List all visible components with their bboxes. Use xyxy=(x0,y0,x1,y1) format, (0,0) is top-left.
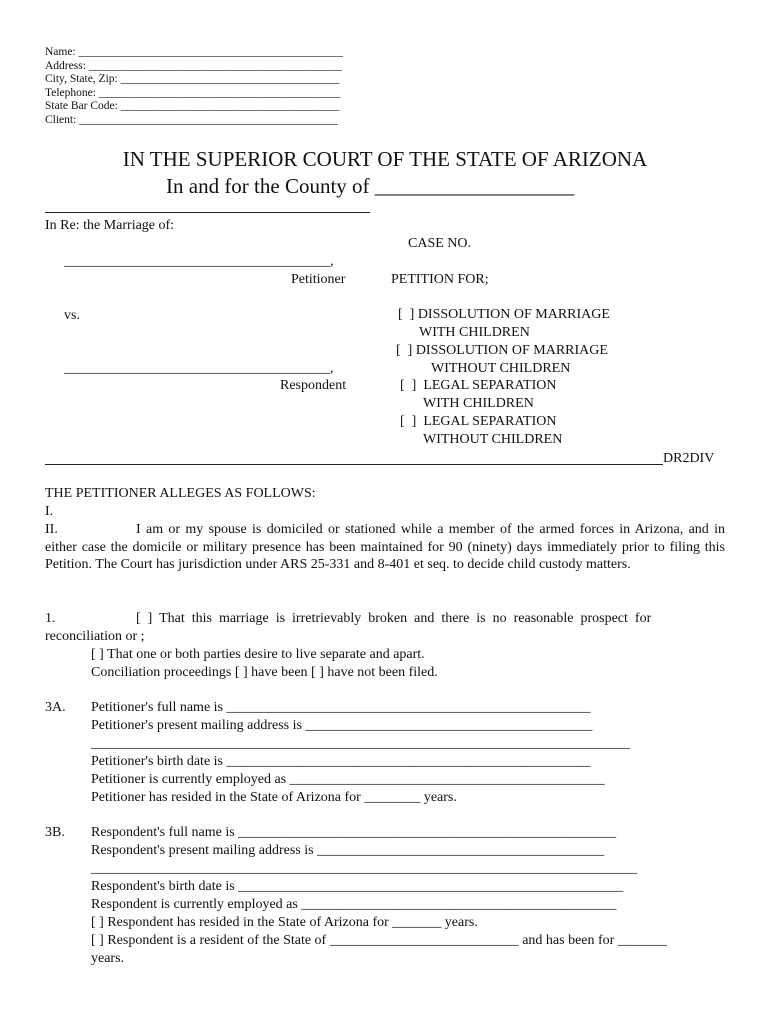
jurisdiction-paragraph: I am or my spouse is domiciled or stationed while a member of the armed forces in Arizona, and in either case the domicile or military presence has been maintained for 90 (ninety) days immediately prior to filing this Petition. The Court has jurisdiction under ARS 25-331 and 8-401 et seq. to decide child custody matters. xyxy=(45,522,725,573)
in-re-label: In Re: the Marriage of: xyxy=(45,218,175,233)
respondent-mailing-address-field: Respondent's present mailing address is _________________________________________ xyxy=(91,843,605,858)
section-3b-number: 3B. xyxy=(45,825,65,840)
case-number-label: CASE NO. xyxy=(408,236,472,251)
reconciliation-text: reconciliation or ; xyxy=(45,629,145,644)
section-1-number: I. xyxy=(45,504,54,519)
option-legal-separation-without-children-sub: WITHOUT CHILDREN xyxy=(423,432,563,447)
respondent-address-continuation: ______________________________________________________________________________ xyxy=(91,861,637,876)
caption-top-rule xyxy=(45,212,370,213)
attorney-telephone-field: Telephone: __________________________________________ xyxy=(45,86,341,99)
petitioner-name-line: ______________________________________, xyxy=(64,254,334,269)
irretrievably-broken-option: [ ] That this marriage is irretrievably broken and there is no reasonable prospect for xyxy=(136,611,652,626)
county-line: In and for the County of ___________________ xyxy=(166,174,575,198)
caption-bottom-rule xyxy=(45,464,663,465)
versus-label: vs. xyxy=(64,308,80,323)
petition-for-label: PETITION FOR; xyxy=(391,272,489,287)
petitioner-mailing-address-field: Petitioner's present mailing address is _________________________________________ xyxy=(91,718,593,733)
option-legal-separation-without-children: [ ] LEGAL SEPARATION xyxy=(400,414,557,429)
option-dissolution-without-children: [ ] DISSOLUTION OF MARRIAGE xyxy=(396,343,608,358)
option-dissolution-with-children-sub: WITH CHILDREN xyxy=(419,324,530,340)
option-legal-separation-with-children: [ ] LEGAL SEPARATION xyxy=(400,378,557,393)
respondent-arizona-residency-option: [ ] Respondent has resided in the State of Arizona for _______ years. xyxy=(91,915,478,930)
petitioner-employment-field: Petitioner is currently employed as _____________________________________________ xyxy=(91,772,605,787)
attorney-name-field: Name: ______________________________________________ xyxy=(45,46,344,58)
conciliation-proceedings-option: Conciliation proceedings [ ] have been [ ] have not been filed. xyxy=(91,665,438,680)
petitioner-address-continuation: _____________________________________________________________________________ xyxy=(91,736,630,751)
attorney-bar-code-field: State Bar Code: ______________________________________ xyxy=(45,100,340,112)
respondent-name-line: ______________________________________, xyxy=(64,360,334,376)
option-dissolution-with-children: [ ] DISSOLUTION OF MARRIAGE xyxy=(398,307,610,322)
option-legal-separation-with-children-sub: WITH CHILDREN xyxy=(423,396,534,411)
paragraph-1-number: 1. xyxy=(45,611,56,626)
attorney-client-field: Client: _____________________________________________ xyxy=(45,113,338,126)
section-2-number: II. xyxy=(45,522,58,537)
respondent-label: Respondent xyxy=(280,378,347,393)
petitioner-label: Petitioner xyxy=(291,272,346,287)
form-code: DR2DIV xyxy=(663,451,715,466)
respondent-employment-field: Respondent is currently employed as _____________________________________________ xyxy=(91,897,617,912)
respondent-full-name-field: Respondent's full name is ______________________________________________________ xyxy=(91,825,617,840)
option-dissolution-without-children-sub: WITHOUT CHILDREN xyxy=(431,360,571,376)
attorney-address-field: Address: ____________________________________________ xyxy=(45,59,342,72)
court-title: IN THE SUPERIOR COURT OF THE STATE OF ARIZONA xyxy=(122,147,648,171)
respondent-other-state-residency-option: [ ] Respondent is a resident of the State of ___________________________ and has been for _______ xyxy=(91,933,667,948)
alleges-heading: THE PETITIONER ALLEGES AS FOLLOWS: xyxy=(45,486,316,501)
section-3a-number: 3A. xyxy=(45,700,66,715)
attorney-city-field: City, State, Zip: ______________________________________ xyxy=(45,73,340,85)
respondent-residency-years-text: years. xyxy=(91,951,125,966)
petitioner-full-name-field: Petitioner's full name is ____________________________________________________ xyxy=(91,700,591,715)
petitioner-residency-field: Petitioner has resided in the State of Arizona for ________ years. xyxy=(91,790,457,805)
petitioner-birth-date-field: Petitioner's birth date is ____________________________________________________ xyxy=(91,754,591,769)
respondent-birth-date-field: Respondent's birth date is _______________________________________________________ xyxy=(91,879,624,894)
separate-apart-option: [ ] That one or both parties desire to live separate and apart. xyxy=(91,647,425,662)
